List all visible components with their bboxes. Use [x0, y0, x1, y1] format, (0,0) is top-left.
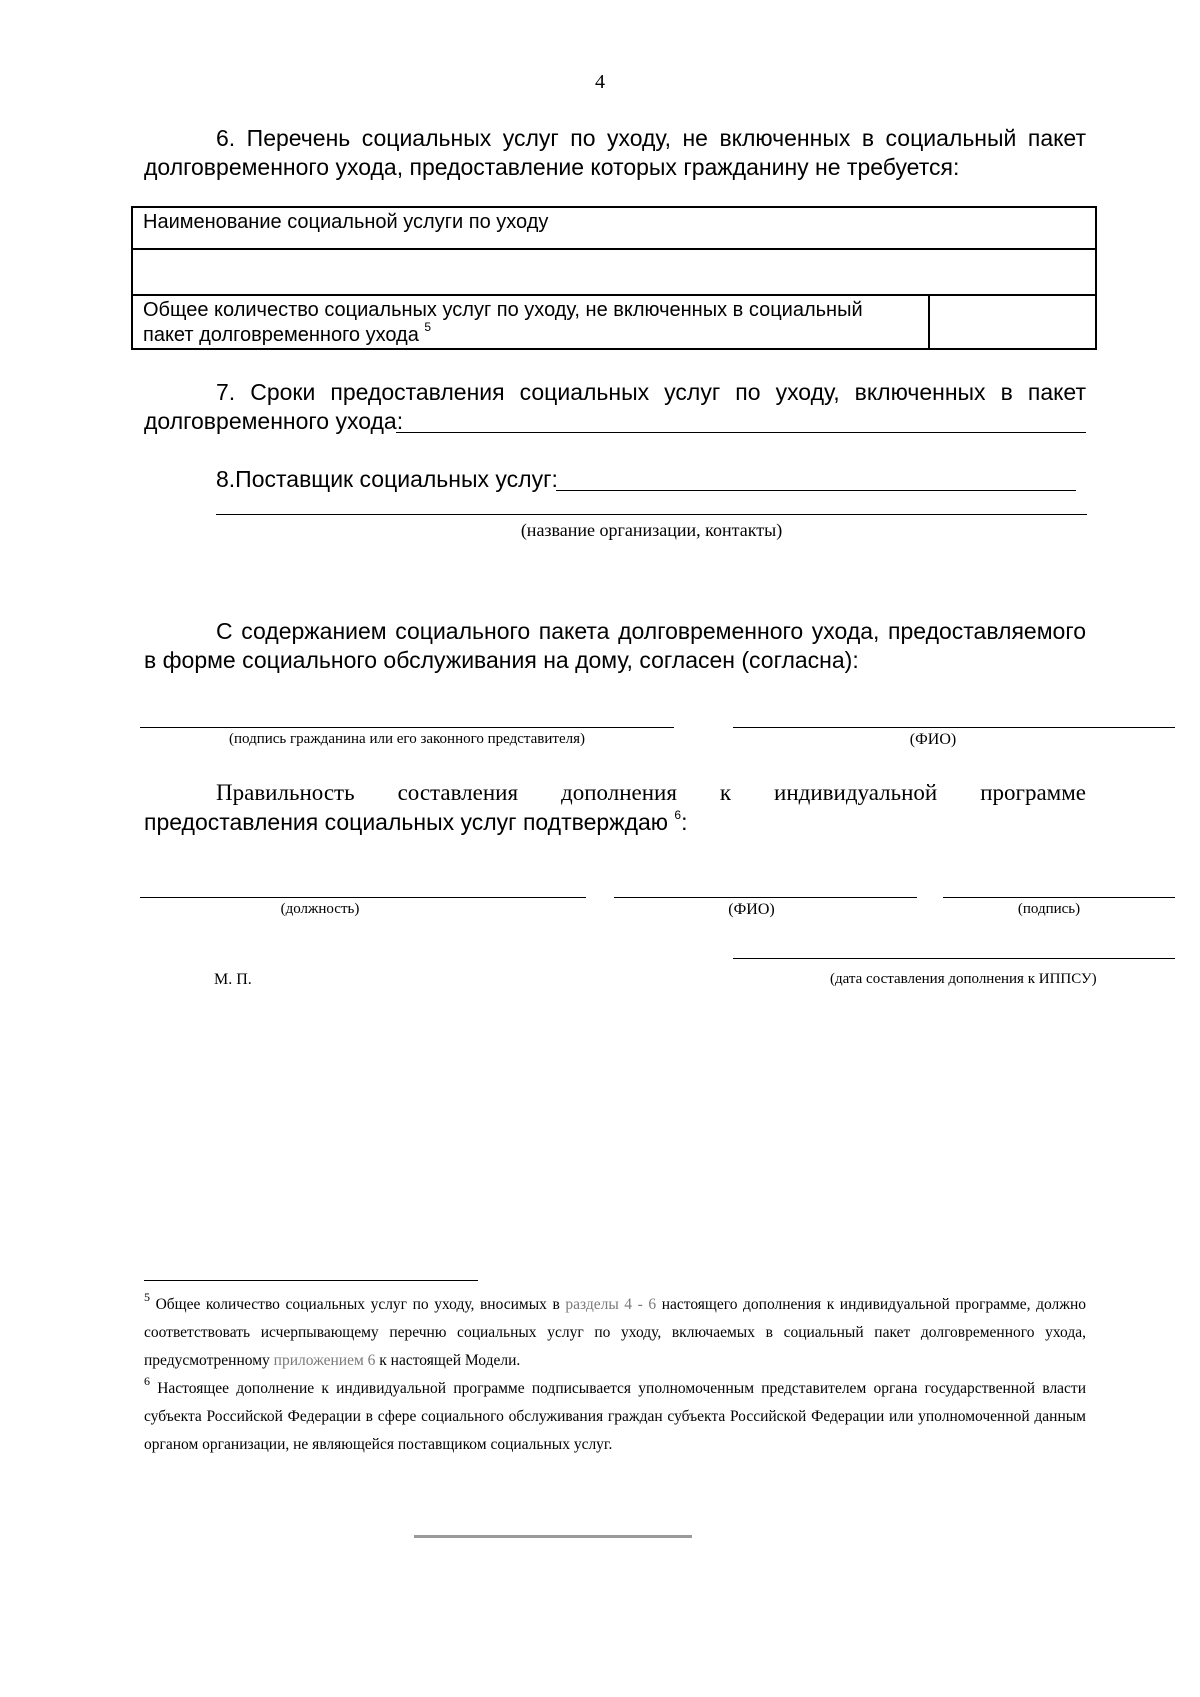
- section-6-text: 6. Перечень социальных услуг по уходу, не включенных в социальный пакет долговременного ухода, предоставление которых гражданину не требуется:: [144, 125, 1086, 180]
- official-signature-caption: (подпись): [1017, 901, 1081, 917]
- table-row: [132, 249, 1096, 295]
- citizen-name-caption: (ФИО): [909, 731, 957, 748]
- footnote-6: $^6$ Настоящее дополнение к индивидуальной программе подписывается уполномоченным представителем органа государственной власти субъекта Российской Федерации в сфере социального обслуживания граждан субъекта Российской Федерации или уполномоченной данным органом организации, не являющейся поставщиком социальных услуг.: [144, 1373, 1087, 1453]
- official-name-line: [614, 897, 917, 898]
- position-line: [140, 897, 586, 898]
- date-line: [733, 958, 1175, 959]
- sections-link[interactable]: разделы 4 - 6: [565, 1296, 657, 1313]
- footnote-5: $^5$ Общее количество социальных услуг по уходу, вносимых в разделы 4 - 6 настоящего дополнения к индивидуальной программе, должно соответствовать исчерпывающему перечню социальных услуг по уходу, включаемых в социальный пакет долговременного ухода, предусмотренному приложением 6 к настоящей Модели.: [144, 1289, 1086, 1369]
- official-signature-line: [943, 897, 1175, 898]
- footnote-ref-5: 5: [424, 320, 432, 335]
- total-count-value: [929, 295, 1096, 349]
- provider-fill-line-1: [556, 490, 1076, 491]
- table-header-cell: Наименование социальной услуги по уходу: [132, 207, 1096, 249]
- footnote-separator: [144, 1280, 478, 1281]
- provider-fill-line-2: [216, 514, 1087, 515]
- date-caption: (дата составления дополнения к ИППСУ): [830, 971, 1097, 987]
- appendix-link[interactable]: приложением 6: [273, 1352, 376, 1369]
- official-name-caption: (ФИО): [728, 901, 775, 918]
- position-caption: (должность): [280, 901, 360, 917]
- confirmation-line-1: Правильность составления дополнения к индивидуальной программе: [216, 780, 1086, 805]
- total-count-label: Общее количество социальных услуг по уходу, не включенных в социальный пакет долговременного ухода $^5$: [132, 295, 929, 349]
- section-7-text: 7. Сроки предоставления социальных услуг по уходу, включенных в пакет долговременного ухода:: [144, 379, 1086, 434]
- stamp-label: М. П.: [214, 971, 252, 988]
- footnote-ref-6: 6: [674, 808, 682, 823]
- provider-caption: (название организации, контакты): [520, 520, 783, 540]
- section-7-fill-line: [396, 432, 1086, 433]
- table-row: [132, 207, 1096, 249]
- bottom-divider: [414, 1535, 692, 1538]
- services-table: [131, 206, 1097, 350]
- consent-text: С содержанием социального пакета долговременного ухода, предоставляемого в форме социального обслуживания на дому, согласен (согласна):: [144, 618, 1086, 673]
- page-number: 4: [595, 71, 605, 93]
- table-empty-cell: [132, 249, 1096, 295]
- section-8-label: 8.Поставщик социальных услуг:: [216, 466, 558, 492]
- table-row: [132, 295, 1096, 349]
- citizen-name-line: [733, 727, 1175, 728]
- confirmation-line-2: предоставления социальных услуг подтверждаю $^6$:: [144, 808, 688, 835]
- citizen-signature-caption: (подпись гражданина или его законного представителя): [228, 731, 586, 747]
- citizen-signature-line: [140, 727, 674, 728]
